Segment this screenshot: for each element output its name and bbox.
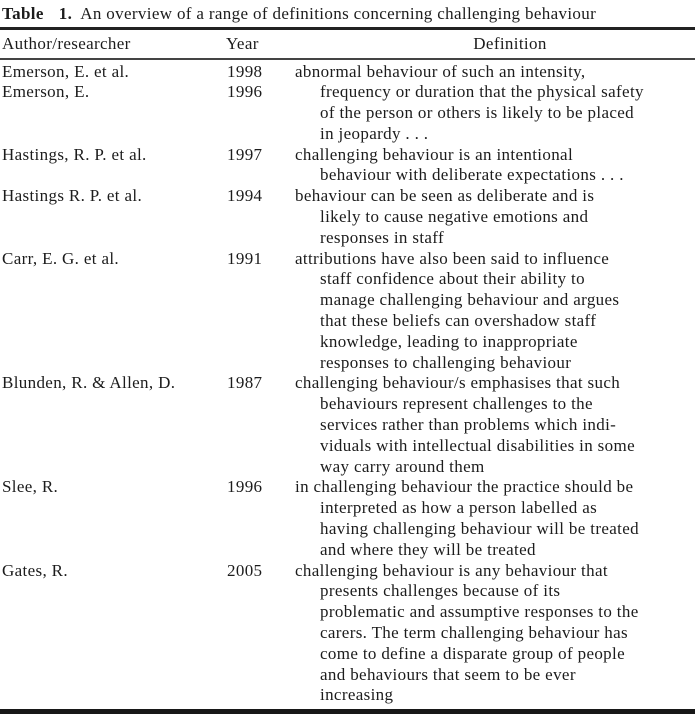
definition-line: manage challenging behaviour and argues (320, 290, 620, 310)
author-name: Hastings, R. P. et al. (2, 144, 147, 164)
definition-line: in jeopardy . . . (320, 123, 429, 143)
year-value: 1994 (227, 186, 263, 206)
definition-line: increasing (320, 685, 394, 705)
year-cell (222, 145, 295, 166)
author-name: Gates, R. (2, 560, 68, 580)
year-value: 1996 (227, 477, 263, 497)
author-name: Blunden, R. & Allen, D. (2, 373, 176, 393)
definition-cell (295, 62, 695, 145)
table-body (0, 60, 695, 707)
definition-line: viduals with intellectual disabilities in some (320, 435, 635, 455)
definition-line: behaviours represent challenges to the (320, 394, 593, 414)
table-row (0, 249, 695, 374)
definition-line: behaviour can be seen as deliberate and is (295, 186, 595, 206)
year-cell (222, 373, 295, 394)
definition-line: come to define a disparate group of people (320, 643, 626, 663)
table-row (0, 477, 695, 560)
column-header-author: Author/researcher (2, 34, 131, 53)
definition-line: challenging behaviour/s emphasises that such (295, 373, 621, 393)
definition-line: problematic and assumptive responses to the (320, 602, 639, 622)
author-cell (0, 249, 222, 270)
author-name: Carr, E. G. et al. (2, 248, 120, 268)
definition-cell (295, 249, 695, 374)
definition-line: of the person or others is likely to be placed (320, 103, 634, 123)
definition-cell (295, 477, 695, 560)
table-caption-label: Table (2, 4, 44, 23)
definition-cell (295, 145, 695, 187)
year-cell (222, 477, 295, 498)
year-value: 2005 (227, 560, 263, 580)
definition-cell (295, 561, 695, 707)
year-value: 1996 (227, 82, 263, 102)
table-caption-text: An overview of a range of definitions concerning challenging behaviour (80, 4, 597, 23)
author-cell (0, 561, 222, 582)
definition-line: attributions have also been said to influence (295, 248, 610, 268)
table-caption-number: 1. (58, 4, 73, 23)
year-value: 1987 (227, 373, 263, 393)
definition-line: likely to cause negative emotions and (320, 207, 589, 227)
author-cell (0, 62, 222, 104)
table-header (0, 30, 695, 58)
year-cell (222, 186, 295, 207)
definition-line: way carry around them (320, 456, 485, 476)
definition-line: presents challenges because of its (320, 581, 561, 601)
definition-line: that these beliefs can overshadow staff (320, 311, 597, 331)
definition-line: services rather than problems which indi- (320, 415, 617, 435)
author-cell (0, 373, 222, 394)
definition-cell (295, 186, 695, 248)
definition-line: carers. The term challenging behaviour has (320, 623, 628, 643)
column-header-definition: Definition (473, 34, 547, 53)
definition-line: responses to challenging behaviour (320, 352, 572, 372)
definition-line: abnormal behaviour of such an intensity, (295, 61, 586, 81)
author-name: Slee, R. (2, 477, 59, 497)
author-name: Hastings R. P. et al. (2, 186, 143, 206)
definition-line: frequency or duration that the physical safety (320, 82, 644, 102)
table-row (0, 186, 695, 248)
column-header-year: Year (226, 34, 259, 53)
author-cell (0, 477, 222, 498)
bottom-rule (0, 709, 695, 714)
year-value: 1991 (227, 248, 263, 268)
year-cell (222, 249, 295, 270)
definition-line: in challenging behaviour the practice should be (295, 477, 634, 497)
definition-line: and where they will be treated (320, 539, 536, 559)
definition-cell (295, 373, 695, 477)
table-caption (0, 3, 695, 25)
definition-line: challenging behaviour is an intentional (295, 144, 574, 164)
definition-line: and behaviours that seem to be ever (320, 664, 576, 684)
definition-line: challenging behaviour is any behaviour that (295, 560, 608, 580)
table-row (0, 373, 695, 477)
year-cell (222, 561, 295, 582)
author-name: Emerson, E. (2, 82, 90, 102)
author-cell (0, 186, 222, 207)
table-row (0, 561, 695, 707)
definition-line: knowledge, leading to inappropriate (320, 331, 578, 351)
year-value: 1998 (227, 61, 263, 81)
year-value: 1997 (227, 144, 263, 164)
table-row (0, 145, 695, 187)
year-cell (222, 62, 295, 104)
definition-line: staff confidence about their ability to (320, 269, 585, 289)
definition-line: having challenging behaviour will be treated (320, 519, 639, 539)
definition-line: interpreted as how a person labelled as (320, 498, 598, 518)
table-row (0, 62, 695, 145)
definition-line: behaviour with deliberate expectations . . . (320, 165, 624, 185)
author-cell (0, 145, 222, 166)
author-name: Emerson, E. et al. (2, 61, 130, 81)
definition-line: responses in staff (320, 227, 445, 247)
